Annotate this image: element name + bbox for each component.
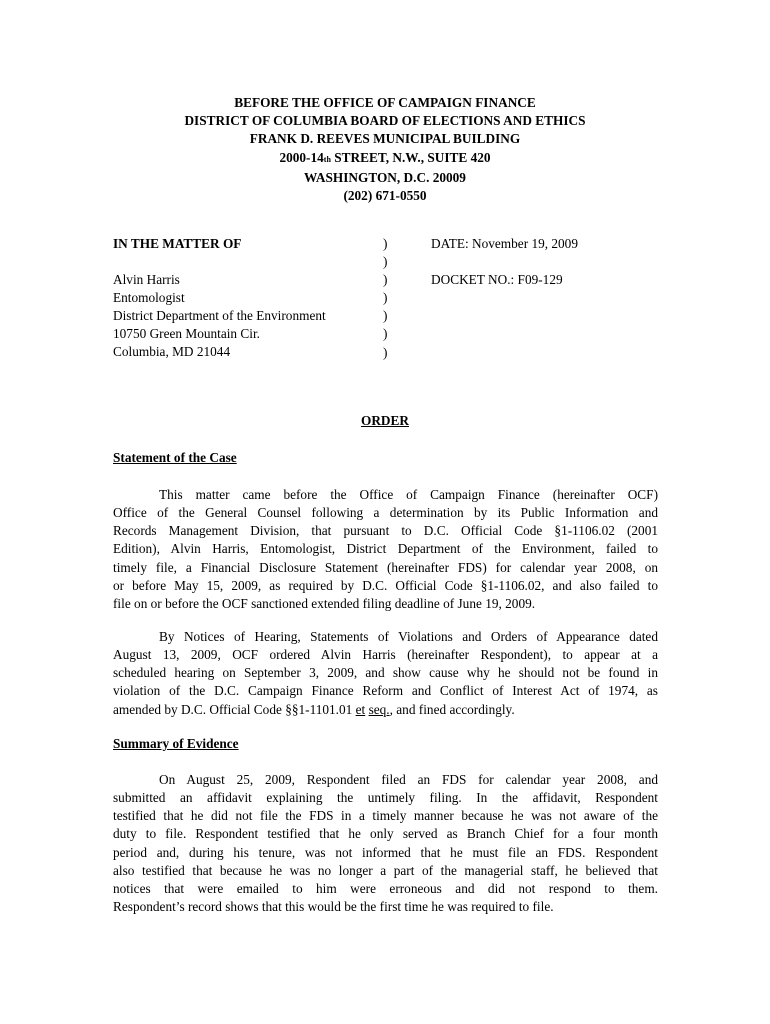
matter-label: IN THE MATTER OF: [113, 236, 242, 251]
respondent-name: Alvin Harris: [113, 272, 180, 288]
text-line: also testified that because he was no longer a part of the managerial staff, he believed that: [113, 862, 658, 878]
text-line: testified that he did not file the FDS in a timely manner because he was not aware of the: [113, 808, 658, 824]
paren: ): [383, 236, 388, 251]
text-line: [113, 701, 658, 719]
header-line-city: WASHINGTON, D.C. 20009: [304, 169, 466, 185]
statement-paragraph-2: [113, 628, 658, 719]
text-line: Edition), Alvin Harris, Entomologist, District Department of the Environment, failed to: [113, 541, 658, 557]
text-line: file on or before the OCF sanctioned extended filing deadline of June 19, 2009.: [113, 595, 536, 611]
respondent-city: Columbia, MD 21044: [113, 344, 231, 360]
street-ordinal: th: [323, 154, 331, 164]
text-line: Respondent’s record shows that this would be the first time he was required to file.: [113, 899, 554, 915]
paren: ): [383, 344, 388, 360]
respondent-agency: District Department of the Environment: [113, 308, 326, 324]
text-line: duty to file. Respondent testified that he only served as Branch Chief for a four month: [113, 826, 658, 842]
paren: ): [383, 254, 388, 270]
text-line: timely file, a Financial Disclosure Statement (hereinafter FDS) for calendar year 2008, on: [113, 559, 658, 575]
text-line: August 13, 2009, OCF ordered Alvin Harris (hereinafter Respondent), to appear at a: [113, 647, 658, 663]
evidence-paragraph-1: [113, 771, 658, 916]
respondent-street: 10750 Green Mountain Cir.: [113, 326, 260, 342]
text-line: violation of the D.C. Campaign Finance Reform and Conflict of Interest Act of 1974, as: [113, 683, 658, 699]
citation-et: et: [355, 701, 366, 717]
evidence-heading: Summary of Evidence: [113, 736, 239, 751]
header-line-street: [0, 149, 770, 169]
paren: ): [383, 326, 388, 342]
text-line: period and, during his tenure, was not informed that he must file an FDS. Respondent: [113, 844, 658, 860]
header-line-office: BEFORE THE OFFICE OF CAMPAIGN FINANCE: [234, 95, 536, 110]
caption-parentheses: [383, 235, 387, 362]
text-line: scheduled hearing on September 3, 2009, and show cause why he should not be found in: [113, 665, 658, 681]
text-line: By Notices of Hearing, Statements of Violations and Orders of Appearance dated: [159, 629, 658, 644]
paren: ): [383, 272, 388, 288]
case-caption-respondent: [113, 235, 326, 362]
docket-number: DOCKET NO.: F09-129: [431, 272, 563, 288]
case-caption-details: [431, 235, 578, 289]
street-number: 2000-14: [279, 149, 324, 165]
respondent-title: Entomologist: [113, 290, 185, 306]
text-line: submitted an affidavit explaining the untimely filing. In the affidavit, Respondent: [113, 790, 658, 806]
order-title: ORDER: [360, 413, 410, 428]
text-line: This matter came before the Office of Campaign Finance (hereinafter OCF): [159, 487, 658, 502]
text-line: Records Management Division, that pursuant to D.C. Official Code §1-1106.02 (2001: [113, 523, 658, 539]
statement-paragraph-1: [113, 486, 658, 613]
paren: ): [383, 290, 388, 306]
office-header: [0, 94, 770, 205]
street-rest: STREET, N.W., SUITE 420: [330, 149, 491, 165]
text-line: Office of the General Counsel following a determination by its Public Information and: [113, 505, 658, 521]
header-line-board: DISTRICT OF COLUMBIA BOARD OF ELECTIONS AND ETHICS: [184, 113, 586, 129]
paren: ): [383, 308, 388, 324]
text-line: or before May 15, 2009, as required by D.C. Official Code §1-1106.02, and also failed to: [113, 577, 658, 593]
text-line: notices that were emailed to him were erroneous and did not respond to them.: [113, 880, 658, 896]
order-date: DATE: November 19, 2009: [431, 236, 578, 251]
statement-heading: Statement of the Case: [113, 450, 237, 465]
citation-seq: seq.: [368, 701, 390, 717]
header-line-phone: (202) 671-0550: [343, 188, 427, 204]
citation-suffix: , and fined accordingly.: [389, 701, 515, 717]
header-line-building: FRANK D. REEVES MUNICIPAL BUILDING: [249, 131, 521, 147]
citation-prefix: amended by D.C. Official Code §§1-1101.01: [113, 701, 356, 717]
text-line: On August 25, 2009, Respondent filed an FDS for calendar year 2008, and: [159, 772, 658, 787]
